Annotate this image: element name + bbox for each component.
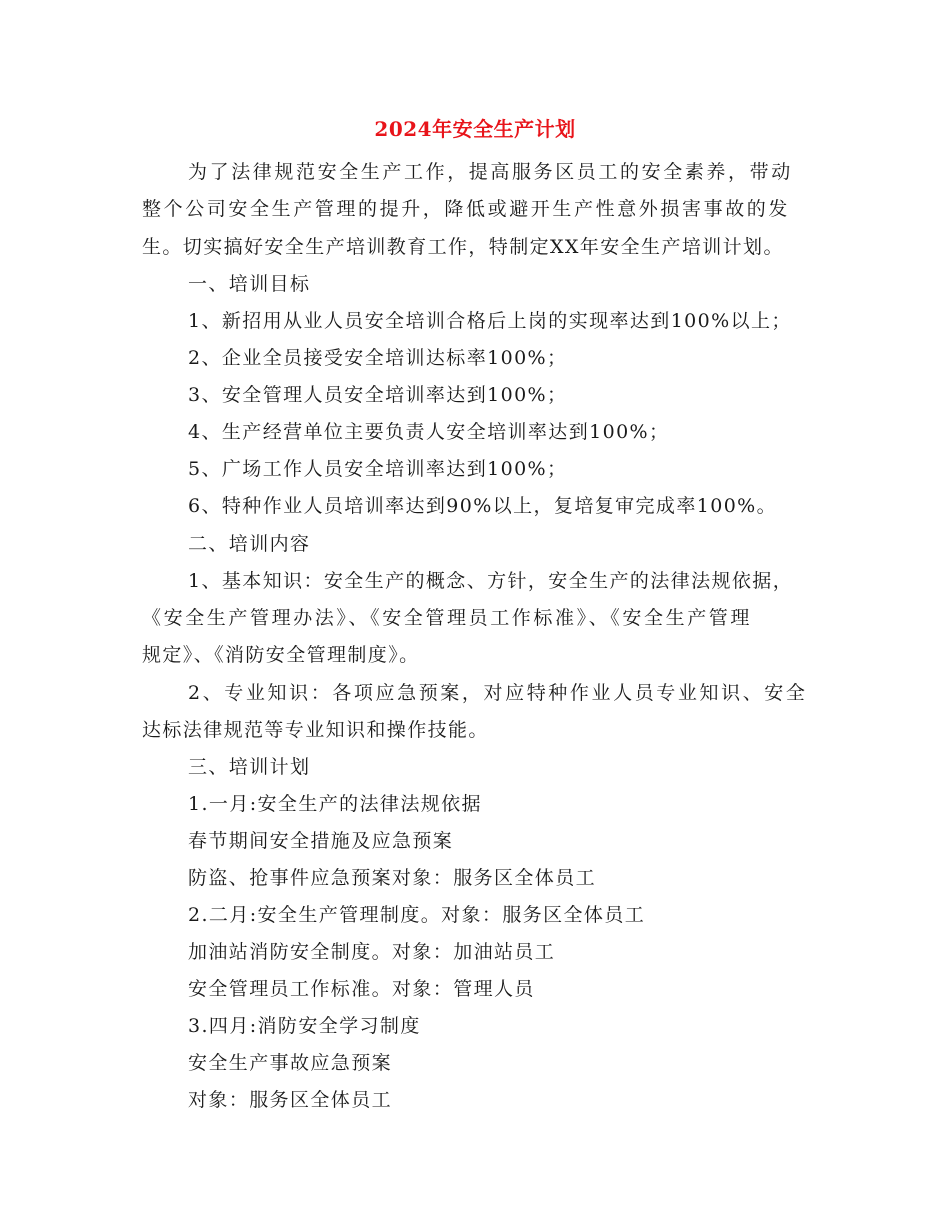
- goal-item-3: 3、安全管理人员安全培训率达到100%；: [188, 384, 568, 406]
- goal-item-2: 2、企业全员接受安全培训达标率100%；: [188, 347, 568, 369]
- intro-line-2: 整个公司安全生产管理的提升，降低或避开生产性意外损害事故的发: [142, 198, 791, 220]
- section-heading-content: 二、培训内容: [188, 533, 311, 555]
- content-item-1-line-1: 1、基本知识：安全生产的概念、方针，安全生产的法律法规依据，: [188, 570, 794, 592]
- goal-item-1: 1、新招用从业人员安全培训合格后上岗的实现率达到100%以上；: [188, 310, 792, 332]
- goal-item-5: 5、广场工作人员安全培训率达到100%；: [188, 458, 568, 480]
- plan-line-3: 防盗、抢事件应急预案对象：服务区全体员工: [188, 867, 597, 889]
- plan-line-8: 安全生产事故应急预案: [188, 1052, 393, 1074]
- plan-line-2: 春节期间安全措施及应急预案: [188, 830, 454, 852]
- content-item-1-line-2: 《安全生产管理办法》、《安全管理员工作标准》、《安全生产管理: [142, 607, 753, 629]
- document-title: 2024年安全生产计划: [374, 117, 576, 141]
- content-item-2-line-2: 达标法律规范等专业知识和操作技能。: [142, 719, 489, 741]
- section-heading-goals: 一、培训目标: [188, 273, 311, 295]
- plan-line-1: 1.一月:安全生产的法律法规依据: [188, 793, 482, 815]
- plan-line-7: 3.四月:消防安全学习制度: [188, 1015, 421, 1037]
- content-item-1-line-3: 规定》、《消防安全管理制度》。: [142, 644, 420, 666]
- plan-line-4: 2.二月:安全生产管理制度。对象：服务区全体员工: [188, 904, 646, 926]
- plan-line-5: 加油站消防安全制度。对象：加油站员工: [188, 941, 556, 963]
- section-heading-plan: 三、培训计划: [188, 756, 311, 778]
- intro-line-3: 生。切实搞好安全生产培训教育工作，特制定XX年安全生产培训计划。: [142, 236, 784, 258]
- intro-line-1: 为了法律规范安全生产工作，提高服务区员工的安全素养，带动: [188, 161, 793, 183]
- plan-line-9: 对象：服务区全体员工: [188, 1089, 393, 1111]
- goal-item-6: 6、特种作业人员培训率达到90%以上，复培复审完成率100%。: [188, 495, 778, 517]
- goal-item-4: 4、生产经营单位主要负责人安全培训率达到100%；: [188, 421, 670, 443]
- content-item-2-line-1: 2、专业知识：各项应急预案，对应特种作业人员专业知识、安全: [188, 682, 808, 704]
- plan-line-6: 安全管理员工作标准。对象：管理人员: [188, 978, 535, 1000]
